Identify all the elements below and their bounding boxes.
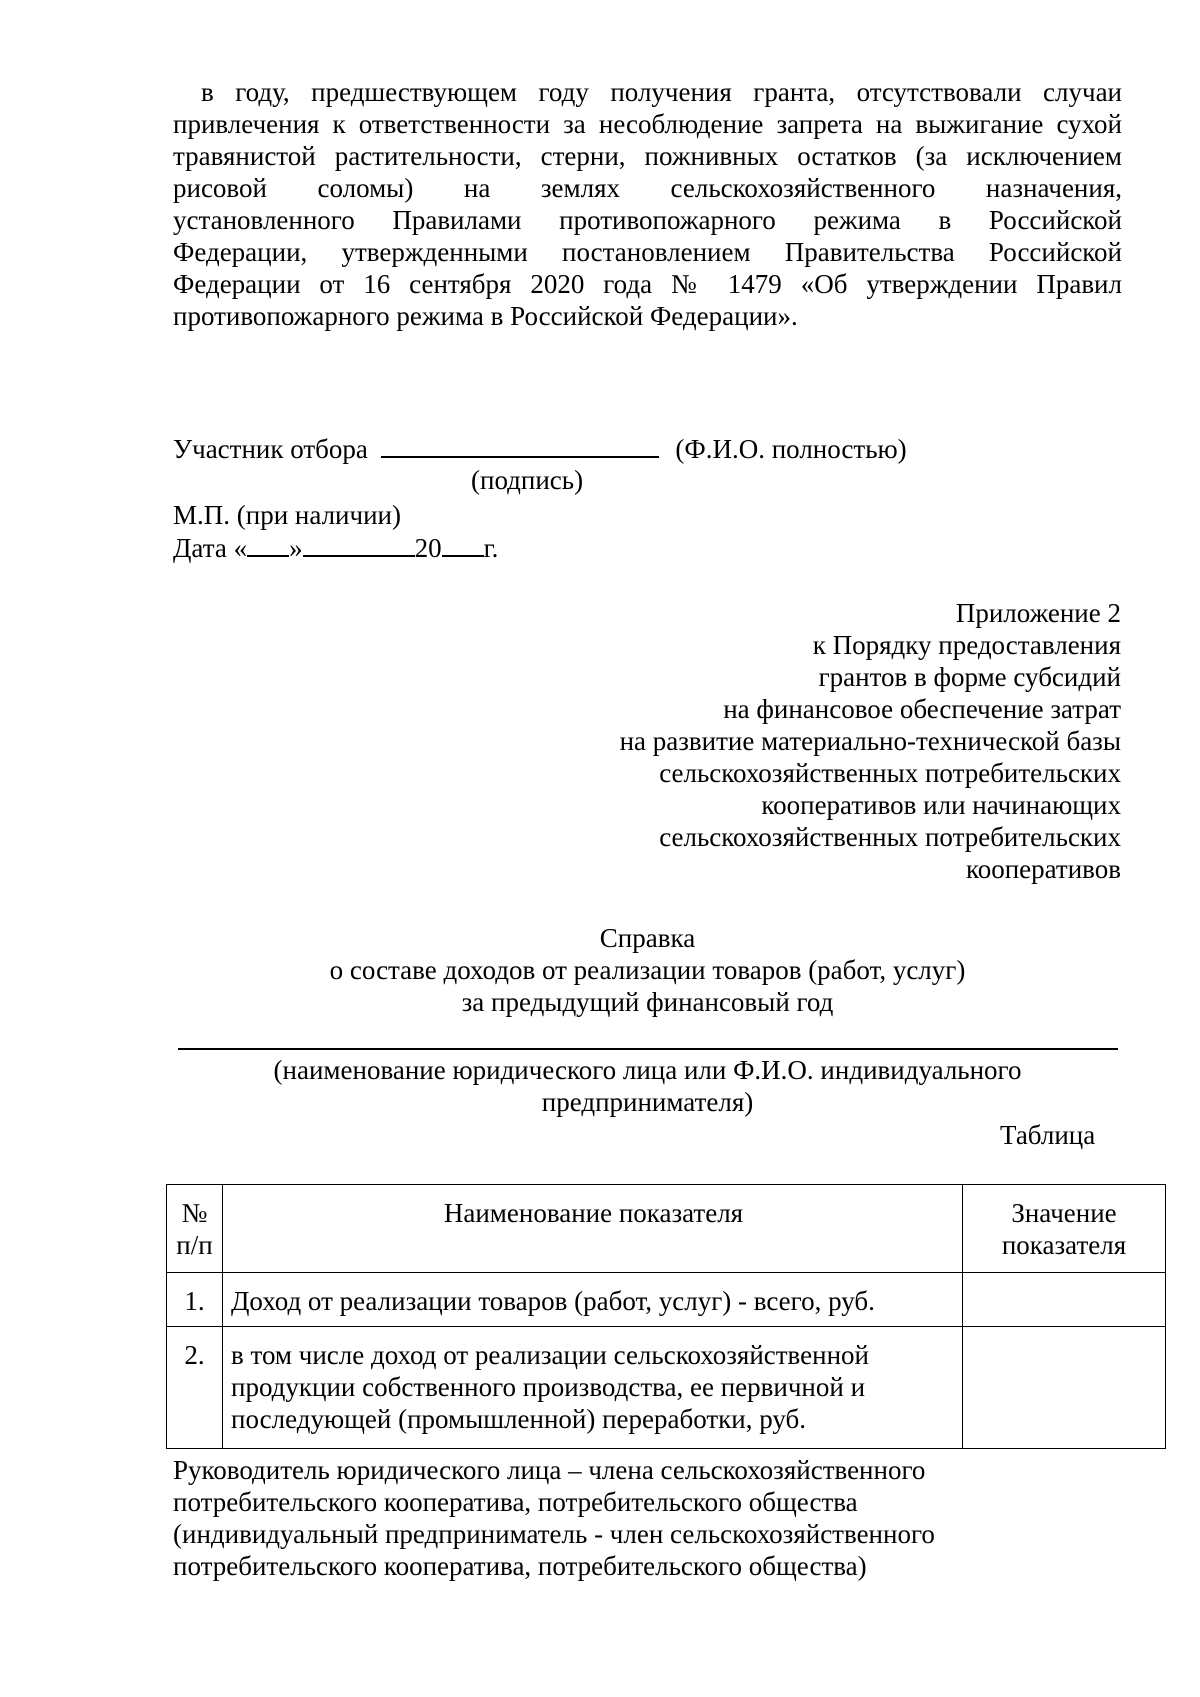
appendix-line: кооперативов или начинающих: [761, 790, 1121, 820]
signatory-description: [173, 1454, 1122, 1582]
appendix-line: кооперативов: [965, 854, 1121, 884]
paragraph-line: Федерации от 16 сентября 2020 года № 1479 «Об утверждении Правил: [173, 269, 1122, 299]
header-num-line: п/п: [176, 1230, 213, 1260]
fio-label: (Ф.И.О. полностью): [675, 434, 907, 464]
paragraph-line: привлечения к ответственности за несоблюдение запрета на выжигание сухой: [173, 109, 1122, 139]
paragraph-line: Федерации, утвержденными постановлением Правительства Российской: [173, 237, 1122, 267]
appendix-line: на финансовое обеспечение затрат: [723, 694, 1121, 724]
row-name-line: последующей (промышленной) переработки, руб.: [231, 1404, 807, 1434]
footer-line: потребительского кооператива, потребительского общества): [173, 1551, 867, 1581]
date-quote-close: »: [289, 533, 303, 563]
appendix-line: сельскохозяйственных потребительских: [659, 822, 1121, 852]
date-year-field[interactable]: [442, 531, 484, 557]
title-line-1: Справка: [599, 923, 696, 953]
table-label: Таблица: [1000, 1120, 1096, 1150]
row-name-line: продукции собственного производства, ее первичной и: [231, 1372, 866, 1402]
paragraph-line: противопожарного режима в Российской Федерации».: [173, 301, 798, 331]
date-year-prefix: 20: [414, 533, 442, 563]
row-name-line: в том числе доход от реализации сельскохозяйственной: [231, 1340, 869, 1370]
entity-caption-line-1: (наименование юридического лица или Ф.И.О. индивидуального: [273, 1055, 1022, 1085]
date-prefix: Дата «: [173, 533, 248, 563]
title-line-3: за предыдущий финансовый год: [461, 987, 834, 1017]
paragraph-line: установленного Правилами противопожарного режима в Российской: [173, 205, 1122, 235]
entity-caption: [173, 1054, 1122, 1118]
footer-line: (индивидуальный предприниматель - член сельскохозяйственного: [173, 1519, 935, 1549]
header-name: Наименование показателя: [223, 1185, 963, 1273]
header-num-line: №: [181, 1198, 208, 1228]
appendix-header: [560, 597, 1121, 885]
date-day-field[interactable]: [247, 531, 289, 557]
header-value-line: показателя: [1001, 1230, 1127, 1260]
row-value-cell[interactable]: [963, 1273, 1166, 1327]
header-value-line: Значение: [1011, 1198, 1117, 1228]
income-table: [166, 1184, 1166, 1449]
entity-name-field[interactable]: [178, 1048, 1118, 1050]
appendix-line: грантов в форме субсидий: [818, 662, 1121, 692]
table-row: [167, 1327, 1166, 1449]
appendix-line: Приложение 2: [955, 598, 1121, 628]
date-suffix: г.: [483, 533, 499, 563]
row-name: [223, 1327, 963, 1449]
header-value: [963, 1185, 1166, 1273]
participant-label: Участник отбора: [173, 434, 368, 464]
footer-line: потребительского кооператива, потребительского общества: [173, 1487, 858, 1517]
title-line-2: о составе доходов от реализации товаров (работ, услуг): [329, 955, 966, 985]
document-title: [173, 922, 1122, 1018]
header-num: [167, 1185, 223, 1273]
paragraph-line: в году, предшествующем году получения гранта, отсутствовали случаи: [201, 77, 1122, 107]
row-name-line: Доход от реализации товаров (работ, услуг) - всего, руб.: [231, 1286, 875, 1316]
row-name: [223, 1273, 963, 1327]
stamp-label: М.П. (при наличии): [173, 500, 401, 530]
appendix-line: к Порядку предоставления: [812, 630, 1121, 660]
date-month-field[interactable]: [303, 531, 415, 557]
signature-caption: (подпись): [471, 465, 584, 495]
table-row: [167, 1273, 1166, 1327]
row-value-cell[interactable]: [963, 1327, 1166, 1449]
paragraph-line: рисовой соломы) на землях сельскохозяйственного назначения,: [173, 173, 1122, 203]
participant-row: [173, 432, 907, 465]
row-num: 1.: [167, 1273, 223, 1327]
appendix-line: на развитие материально-технической базы: [619, 726, 1121, 756]
footer-line: Руководитель юридического лица – члена сельскохозяйственного: [173, 1455, 926, 1485]
date-row: [173, 531, 498, 564]
signature-blank-field[interactable]: [381, 432, 659, 458]
row-num: 2.: [167, 1327, 223, 1449]
entity-caption-line-2: предпринимателя): [541, 1087, 754, 1117]
conditions-paragraph: [173, 76, 1122, 332]
table-header-row: [167, 1185, 1166, 1273]
paragraph-line: травянистой растительности, стерни, пожнивных остатков (за исключением: [173, 141, 1122, 171]
appendix-line: сельскохозяйственных потребительских: [659, 758, 1121, 788]
